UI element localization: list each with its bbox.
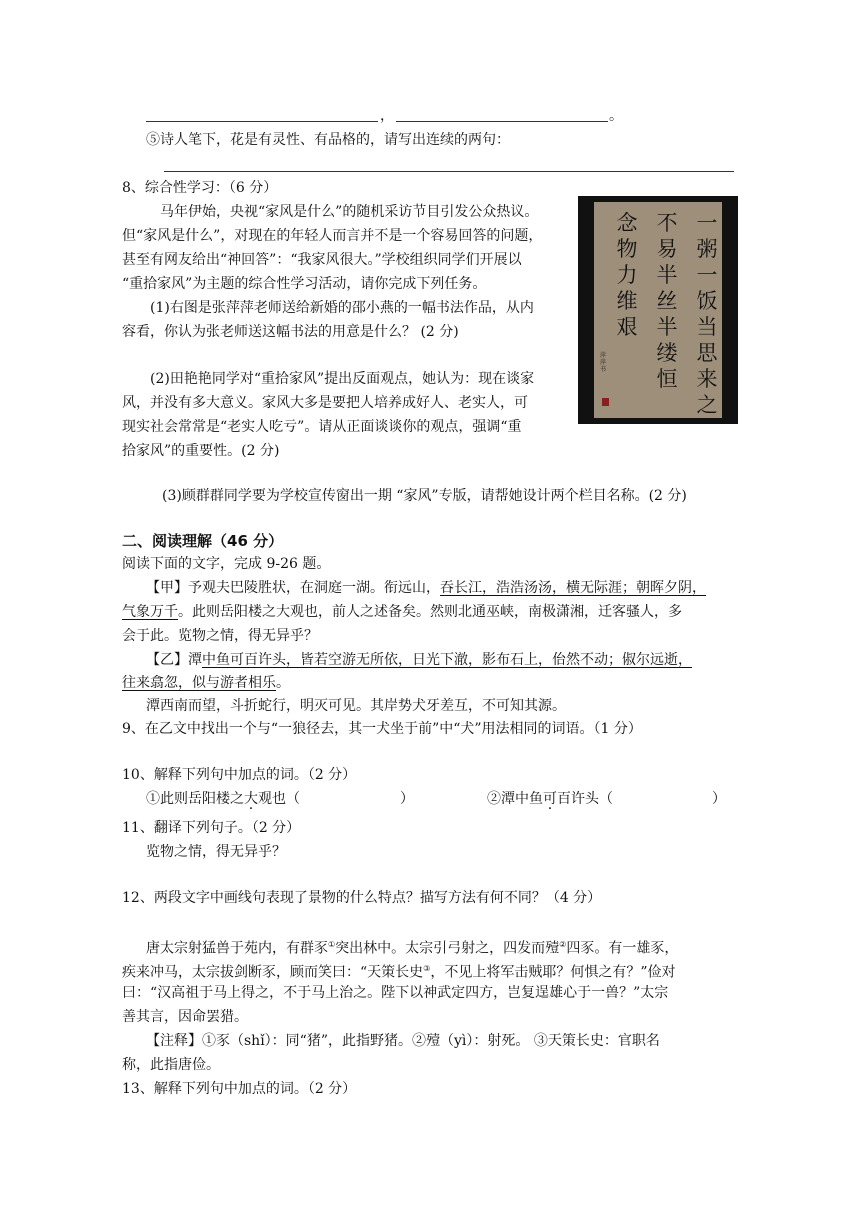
q10-b-dotted-word: 可 xyxy=(543,791,557,807)
comma-text: ， xyxy=(380,108,394,124)
section-2-instruction: 阅读下面的文字，完成 9-26 题。 xyxy=(122,556,331,572)
q8-intro-line-3: 甚至有网友给出“神回答”：“我家风很大。”学校组织同学们开展以 xyxy=(122,252,522,268)
q8-intro-line-2: 但“家风是什么”，对现在的年轻人而言并不是一个容易回答的问题， xyxy=(122,228,543,244)
yi-line-1-a: 【乙】潭 xyxy=(146,652,202,668)
jia-line-3: 会于此。览物之情，得无异乎？ xyxy=(122,628,318,644)
calligraphy-paper xyxy=(594,202,722,418)
period-text: 。 xyxy=(609,108,623,124)
q10-a-prefix: ①此则岳阳楼之 xyxy=(146,791,244,807)
footnote-mark-3: ③ xyxy=(423,964,431,973)
jia-line-2 xyxy=(122,602,682,622)
q10-a-suffix: 观也（ xyxy=(258,791,300,807)
q10-b-suffix: 百许头（ xyxy=(557,791,613,807)
q8-sub1-line-2: 容看，你认为张老师送这幅书法的用意是什么？ (2 分) xyxy=(122,324,459,340)
question-10-heading: 10、解释下列句中加点的词。（2 分） xyxy=(122,767,357,783)
jia-line-1 xyxy=(146,578,706,598)
passage-l2-a: 疾来冲马，太宗拔剑断豕，顾而笑曰：“天策长史 xyxy=(122,964,424,981)
jia-underlined-1: 吞长江，浩浩汤汤，横无际涯；朝晖夕阴， xyxy=(440,580,706,596)
footnote-mark-1: ① xyxy=(328,940,336,949)
question-13-heading: 13、解释下列句中加点的词。（2 分） xyxy=(122,1081,357,1097)
answer-line-2[interactable] xyxy=(396,121,608,122)
yi-underlined-2: 往来翕忽，似与游者相乐 xyxy=(122,675,276,691)
calligraphy-column-1: 一粥一饭当思来之 xyxy=(696,211,718,417)
passage-line-4: 善其言，因命罢猎。 xyxy=(122,1009,248,1025)
section-2-title: 二、阅读理解（46 分） xyxy=(122,532,284,550)
q8-sub2-line-1: (2)田艳艳同学对“重拾家风”提出反面观点，她认为：现在谈家 xyxy=(150,371,535,387)
calligraphy-column-3: 念物力维艰 xyxy=(616,211,638,339)
question-5-text: ⑤诗人笔下，花是有灵性、有品格的，请写出连续的两句： xyxy=(146,132,510,148)
yi-underlined-1: 中鱼可百许头，皆若空游无所依，日光下澈，影布石上，佁然不动；俶尔远逝， xyxy=(202,652,692,668)
calligraphy-signature: 萍萍书 xyxy=(600,352,607,373)
question-11-heading: 11、翻译下列句子。（2 分） xyxy=(122,820,301,836)
q8-intro-line-1: 马年伊始，央视“家风是什么”的随机采访节目引发公众热议。 xyxy=(160,204,539,220)
q8-sub2-line-2: 风，并没有多大意义。家风大多是要把人培养成好人、老实人，可 xyxy=(122,395,528,411)
passage-line-3: 曰：“汉高祖于马上得之，不于马上治之。陛下以神武定四方，岂复逞雄心于一兽？”太宗 xyxy=(122,985,669,1001)
yi-line-3: 潭西南而望，斗折蛇行，明灭可见。其岸势犬牙差互，不可知其源。 xyxy=(146,698,566,714)
passage-l1-a: 唐太宗射猛兽于苑内，有群豕 xyxy=(146,940,328,957)
q10-b-close: ） xyxy=(712,791,726,807)
answer-line-3[interactable] xyxy=(164,171,734,172)
passage-l2-b: ，不见上将军击贼耶？何惧之有？”俭对 xyxy=(430,964,676,981)
q10-b-prefix: ②潭中鱼 xyxy=(487,791,543,807)
q8-sub2-line-3: 现实社会常常是“老实人吃亏”。请从正面谈谈你的观点，强调“重 xyxy=(122,419,522,435)
q8-sub2-line-4: 拾家风”的重要性。(2 分) xyxy=(122,443,280,459)
yi-line-2-end: 。 xyxy=(276,675,290,691)
q10-item-b xyxy=(487,789,613,809)
passage-note-line-1: 【注释】①豕（shǐ）：同“猪”，此指野猪。②殪（yì）：射死。 ③天策长史：官职名 xyxy=(146,1033,660,1049)
jia-underlined-2: 气象万千 xyxy=(122,604,178,620)
q8-sub3-text: (3)顾群群同学要为学校宣传窗出一期 “家风”专版，请帮她设计两个栏目名称。(2 分) xyxy=(162,488,687,504)
question-9-text: 9、在乙文中找出一个与“一狼径去，其一犬坐于前”中“犬”用法相同的词语。（1 分） xyxy=(122,721,642,737)
yi-line-2 xyxy=(122,673,290,693)
question-8-heading: 8、综合性学习：（6 分） xyxy=(122,180,278,196)
q10-item-a xyxy=(146,789,300,809)
seal-stamp xyxy=(602,398,609,406)
jia-line-2-b: 。此则岳阳楼之大观也，前人之述备矣。然则北通巫峡，南极潇湘，迁客骚人，多 xyxy=(178,604,682,620)
passage-line-2 xyxy=(122,959,675,983)
footnote-mark-2: ② xyxy=(559,940,567,949)
q10-a-close: ） xyxy=(400,791,414,807)
answer-line-1[interactable] xyxy=(146,121,378,122)
q11-sentence: 览物之情，得无异乎？ xyxy=(146,844,286,860)
calligraphy-image xyxy=(578,196,738,424)
passage-l1-c: 四豕。有一雄豕， xyxy=(566,940,679,957)
passage-line-1 xyxy=(146,935,678,959)
jia-line-1-a: 【甲】予观夫巴陵胜状，在洞庭一湖。衔远山， xyxy=(146,580,440,596)
q8-sub1-line-1: (1)右图是张萍萍老师送给新婚的邵小燕的一幅书法作品，从内 xyxy=(150,300,534,316)
passage-l1-b: 突出林中。太宗引弓射之，四发而殪 xyxy=(335,940,560,957)
passage-note-line-2: 称，此指唐俭。 xyxy=(122,1057,220,1073)
q8-intro-line-4: “重拾家风”为主题的综合性学习活动，请你完成下列任务。 xyxy=(122,276,487,292)
question-12-text: 12、两段文字中画线句表现了景物的什么特点？描写方法有何不同？（4 分） xyxy=(122,890,602,906)
yi-line-1 xyxy=(146,650,692,670)
calligraphy-column-2: 不易半丝半缕恒 xyxy=(656,211,678,391)
q10-a-dotted-word: 大 xyxy=(244,791,258,807)
